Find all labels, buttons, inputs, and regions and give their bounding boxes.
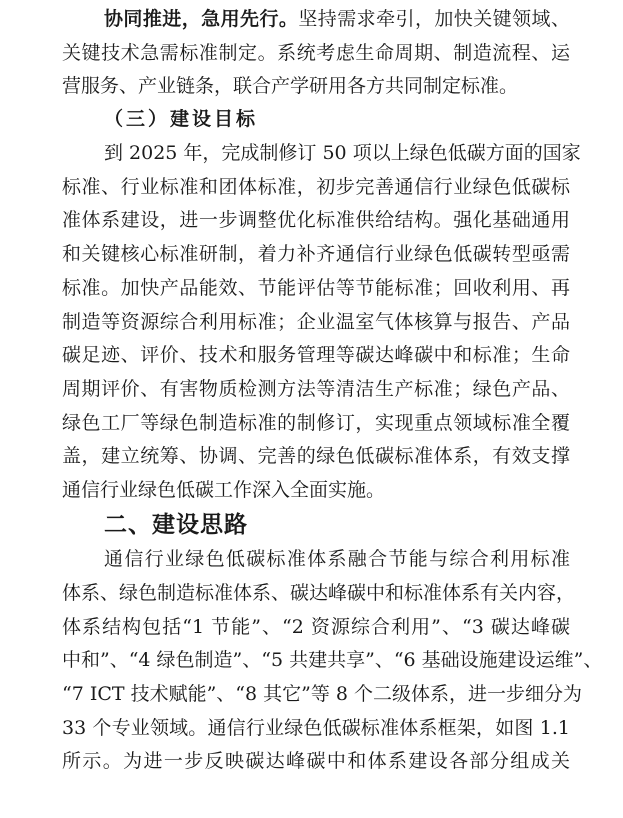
lead-text: 坚持需求牵引，加快关键领域、: [298, 8, 570, 30]
paragraph-line: 关键技术急需标准制定。系统考虑生命周期、制造流程、运: [62, 42, 570, 64]
paragraph-line: 33 个专业领域。通信行业绿色低碳标准体系框架，如图 1.1: [62, 717, 570, 739]
paragraph-line: 准体系建设，进一步调整优化标准供给结构。强化基础通用: [62, 209, 570, 231]
paragraph-line: 盖，建立统筹、协调、完善的绿色低碳标准体系，有效支撑: [62, 445, 570, 467]
paragraph-line: 到 2025 年，完成制修订 50 项以上绿色低碳方面的国家: [104, 142, 581, 164]
paragraph-line: 体系结构包括“1 节能”、“2 资源综合利用”、“3 碳达峰碳: [62, 616, 570, 638]
paragraph-line: “7 ICT 技术赋能”、“8 其它”等 8 个二级体系，进一步细分为: [62, 683, 583, 705]
paragraph-line: 中和”、“4 绿色制造”、“5 共建共享”、“6 基础设施建设运维”、: [62, 649, 603, 671]
paragraph-line: 通信行业绿色低碳标准体系融合节能与综合利用标准: [104, 548, 570, 570]
paragraph-line: 碳足迹、评价、技术和服务管理等碳达峰碳中和标准；生命: [62, 344, 570, 366]
paragraph-line: 标准、行业标准和团体标准，初步完善通信行业绿色低碳标: [62, 176, 570, 198]
paragraph-line: 制造等资源综合利用标准；企业温室气体核算与报告、产品: [62, 311, 570, 333]
paragraph-line: 体系、绿色制造标准体系、碳达峰碳中和标准体系有关内容，: [62, 582, 576, 604]
section-heading: 二、建设思路: [104, 512, 248, 538]
paragraph-line: 绿色工厂等绿色制造标准的制修订，实现重点领域标准全覆: [62, 412, 570, 434]
paragraph-line: 周期评价、有害物质检测方法等清洁生产标准；绿色产品、: [62, 378, 570, 400]
paragraph-line: 营服务、产业链条，联合产学研用各方共同制定标准。: [62, 75, 519, 97]
paragraph-line: 通信行业绿色低碳工作深入全面实施。: [62, 479, 386, 501]
paragraph-line: 和关键核心标准研制，着力补齐通信行业绿色低碳转型亟需: [62, 243, 570, 265]
paragraph-line: 标准。加快产品能效、节能评估等节能标准；回收利用、再: [62, 277, 570, 299]
bold-lead: 协同推进，急用先行。: [104, 8, 299, 30]
paragraph-line: [104, 6, 570, 32]
subsection-heading: （三）建设目标: [104, 108, 259, 130]
paragraph-line: 所示。为进一步反映碳达峰碳中和体系建设各部分组成关: [62, 750, 570, 772]
